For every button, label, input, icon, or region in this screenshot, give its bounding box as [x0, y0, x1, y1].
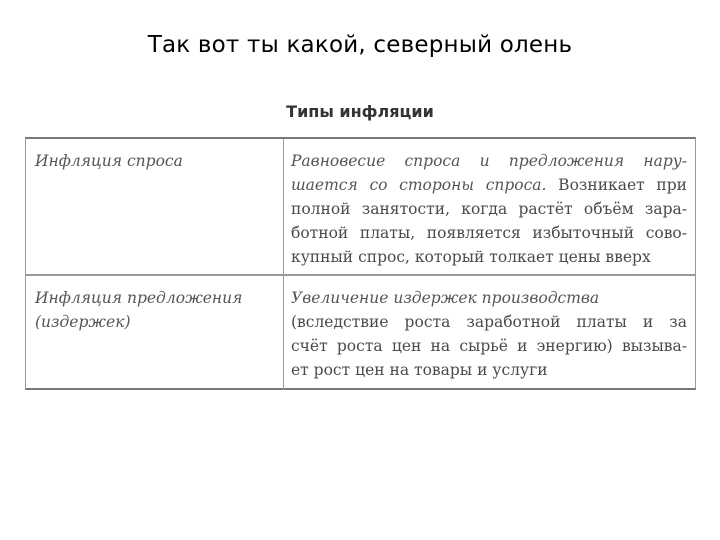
description-line: счёт роста цен на сырьё и энергию) вызыва-	[291, 337, 687, 355]
description-line: ботной платы, появляется избыточный сово-	[291, 224, 687, 242]
description-line: полной занятости, когда растёт объём зара-	[291, 200, 687, 218]
description-lead-text: шается со стороны спроса.	[291, 176, 547, 194]
description-line: ет рост цен на товары и услуги	[291, 361, 548, 379]
description-lead-line: Равновесие спроса и предложения нару-	[291, 152, 687, 170]
inflation-type-cell	[26, 139, 284, 274]
table-caption: Типы инфляции	[286, 102, 434, 121]
description-lead-line: Увеличение издержек производства	[291, 289, 600, 307]
inflation-type-label: Инфляция предложения	[35, 289, 243, 307]
description-line	[291, 173, 687, 197]
inflation-type-cell	[26, 276, 284, 390]
table-row	[26, 276, 695, 390]
inflation-description-cell	[284, 276, 695, 390]
inflation-description-cell	[284, 139, 695, 274]
slide-title: Так вот ты какой, северный олень	[147, 32, 573, 58]
table-row	[26, 139, 695, 276]
description-line: (вследствие роста заработной платы и за	[291, 313, 687, 331]
inflation-type-label: Инфляция спроса	[35, 152, 183, 170]
description-line: купный спрос, который толкает цены вверх	[291, 248, 651, 266]
description-text: Возникает при	[546, 176, 687, 194]
inflation-type-label-continued: (издержек)	[35, 313, 131, 331]
inflation-types-table	[25, 137, 696, 390]
